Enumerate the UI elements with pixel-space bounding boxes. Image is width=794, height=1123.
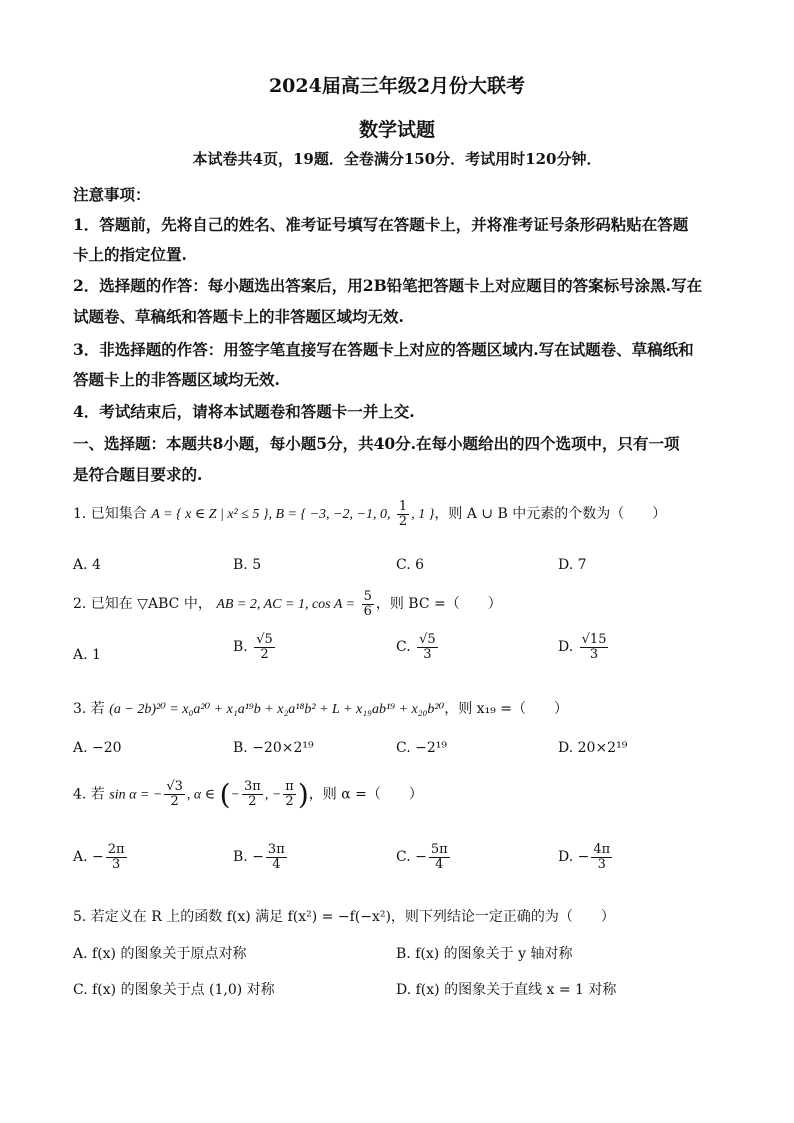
exam-info: 本试卷共4页，19题．全卷满分150分．考试用时120分钟． (192, 150, 602, 168)
question-4-option-d-den: 3 (597, 856, 606, 872)
question-4-fraction-2 (242, 780, 263, 808)
question-3-suffix: ，则 x₁₉ =（ ） (444, 701, 568, 717)
question-2-condition: AB = 2, AC = 1, cos A = (216, 597, 356, 613)
question-4-expr-mid: , α ∈ (186, 787, 216, 803)
question-2-option-c-num: √5 (419, 632, 436, 647)
question-4-option-a-den: 3 (112, 856, 121, 872)
question-4-option-b-den: 4 (272, 856, 281, 872)
question-4-expr-head: sin α = − (109, 787, 163, 803)
question-4-option-c (396, 843, 452, 871)
question-4-option-c-den: 4 (435, 856, 444, 872)
question-4-fraction-3-num: π (285, 779, 294, 795)
question-2-suffix: ，则 BC =（ ） (375, 596, 502, 613)
question-5-option-c: C. f(x) 的图象关于点 (1,0) 对称 (73, 982, 275, 998)
question-4-option-d (558, 843, 614, 871)
question-2-prefix: 2. 已知在 ▽ABC 中， (73, 596, 212, 613)
notice-item-1-line-2: 卡上的指定位置. (73, 245, 187, 264)
question-2-option-d-num: √15 (581, 632, 607, 647)
question-2-option-c-label: C. (396, 639, 411, 656)
question-3-option-d: D. 20×2¹⁹ (558, 740, 628, 756)
question-2-option-b-den: 2 (260, 646, 269, 662)
question-1-option-d: D. 7 (558, 557, 587, 573)
question-4-fraction-3 (283, 780, 296, 808)
question-4-fraction-1-num: √3 (166, 779, 183, 795)
question-4-fraction-2-den: 2 (248, 794, 257, 809)
question-4-option-a-label: A. − (73, 849, 104, 866)
question-5-stem: 5. 若定义在 R 上的函数 f(x) 满足 f(x²) = −f(−x²)，则下列结论一定正确的为（ ） (73, 909, 615, 925)
exam-subject: 数学试题 (358, 119, 435, 141)
question-3-option-a: A. −20 (73, 740, 122, 756)
question-1-option-a: A. 4 (73, 557, 101, 573)
question-2-option-a: A. 1 (73, 647, 101, 663)
notice-item-3-line-2: 答题卡上的非答题区域均无效. (73, 370, 280, 389)
question-4-option-a (73, 843, 129, 871)
question-2-option-b-num: √5 (256, 632, 273, 647)
exam-title: 2024届高三年级2月份大联考 (268, 75, 526, 97)
question-1 (73, 500, 666, 528)
question-3-expression: (a − 2b)²⁰ = x₀a²⁰ + x₁a¹⁹b + x₂a¹⁸b² + L + x₁₉ab¹⁹ + x₂₀b²⁰ (109, 702, 445, 717)
question-4-option-d-label: D. − (558, 849, 590, 866)
question-4-fraction-3-den: 2 (285, 794, 294, 809)
question-3-option-c: C. −2¹⁹ (396, 740, 447, 756)
question-2-option-d (558, 633, 610, 661)
notice-heading: 注意事项： (73, 185, 151, 204)
question-4-prefix: 4. 若 (73, 786, 105, 803)
question-5-option-d: D. f(x) 的图象关于直线 x = 1 对称 (396, 982, 617, 998)
question-1-set-b-tail: , 1 } (411, 507, 435, 523)
question-1-fraction-den: 2 (398, 513, 408, 529)
question-4-option-b (233, 843, 289, 871)
question-1-suffix: ，则 A ∪ B 中元素的个数为（ ） (434, 506, 667, 523)
notice-item-2-line-1: 2．选择题的作答：每小题选出答案后，用2B铅笔把答题卡上对应题目的答案标号涂黑.写在 (73, 276, 703, 295)
question-2-option-d-label: D. (558, 639, 574, 656)
notice-item-3-line-1: 3．非选择题的作答：用签字笔直接写在答题卡上对应的答题区域内.写在试题卷、草稿纸和 (73, 340, 694, 359)
question-2-option-d-den: 3 (589, 646, 599, 662)
question-4-option-a-num: 2π (107, 842, 125, 857)
question-2-option-b (233, 633, 277, 661)
section-heading-line-1: 一、选择题：本题共8小题，每小题5分，共40分.在每小题给出的四个选项中，只有一项 (73, 434, 680, 453)
question-4-fraction-2-num: 3π (243, 779, 261, 795)
question-1-fraction (397, 500, 409, 528)
question-2 (73, 590, 502, 618)
question-1-fraction-num: 1 (398, 499, 408, 514)
question-4-option-b-label: B. − (233, 849, 264, 866)
question-3-prefix: 3. 若 (73, 701, 105, 717)
question-2-fraction-num: 5 (363, 589, 372, 604)
question-1-option-c: C. 6 (396, 557, 425, 573)
question-3-option-b: B. −20×2¹⁹ (233, 740, 314, 756)
question-2-option-c (396, 633, 440, 661)
question-4-option-d-num: 4π (593, 842, 611, 857)
question-4-suffix: ，则 α =（ ） (308, 786, 423, 803)
question-2-fraction (362, 590, 374, 618)
question-4: 4. 若 sin α = − $\frac{√3}{2}$ , α ∈ (− $\frac{3\pi}{2}$ , − $\frac{\pi}{2}$ )，则 α =（ ） (73, 778, 423, 811)
notice-item-2-line-2: 试题卷、草稿纸和答题卡上的非答题区域均无效. (73, 307, 404, 326)
question-1-prefix: 1. 已知集合 (73, 506, 147, 523)
question-2-option-c-den: 3 (423, 646, 432, 662)
question-2-fraction-den: 6 (363, 603, 372, 619)
question-3 (73, 698, 568, 718)
question-4-option-c-num: 5π (430, 842, 448, 857)
question-2-option-b-label: B. (233, 639, 248, 656)
question-5-option-b: B. f(x) 的图象关于 y 轴对称 (396, 946, 573, 962)
question-4-option-c-label: C. − (396, 849, 427, 866)
question-4-option-b-num: 3π (267, 842, 285, 857)
question-5-option-a: A. f(x) 的图象关于原点对称 (73, 946, 247, 962)
section-heading-line-2: 是符合题目要求的. (73, 465, 203, 484)
question-1-set-a: A = { x ∈ Z | x² ≤ 5 } (151, 507, 269, 523)
question-4-fraction-1-den: 2 (170, 794, 179, 809)
notice-item-1-line-1: 1．答题前，先将自己的姓名、准考证号填写在答题卡上，并将准考证号条形码粘贴在答题 (73, 215, 689, 234)
question-1-option-b: B. 5 (233, 557, 262, 573)
notice-item-4: 4．考试结束后，请将本试题卷和答题卡一并上交. (73, 402, 415, 421)
question-4-fraction-1 (164, 780, 185, 808)
question-1-set-b-head: , B = { −3, −2, −1, 0, (268, 507, 391, 523)
